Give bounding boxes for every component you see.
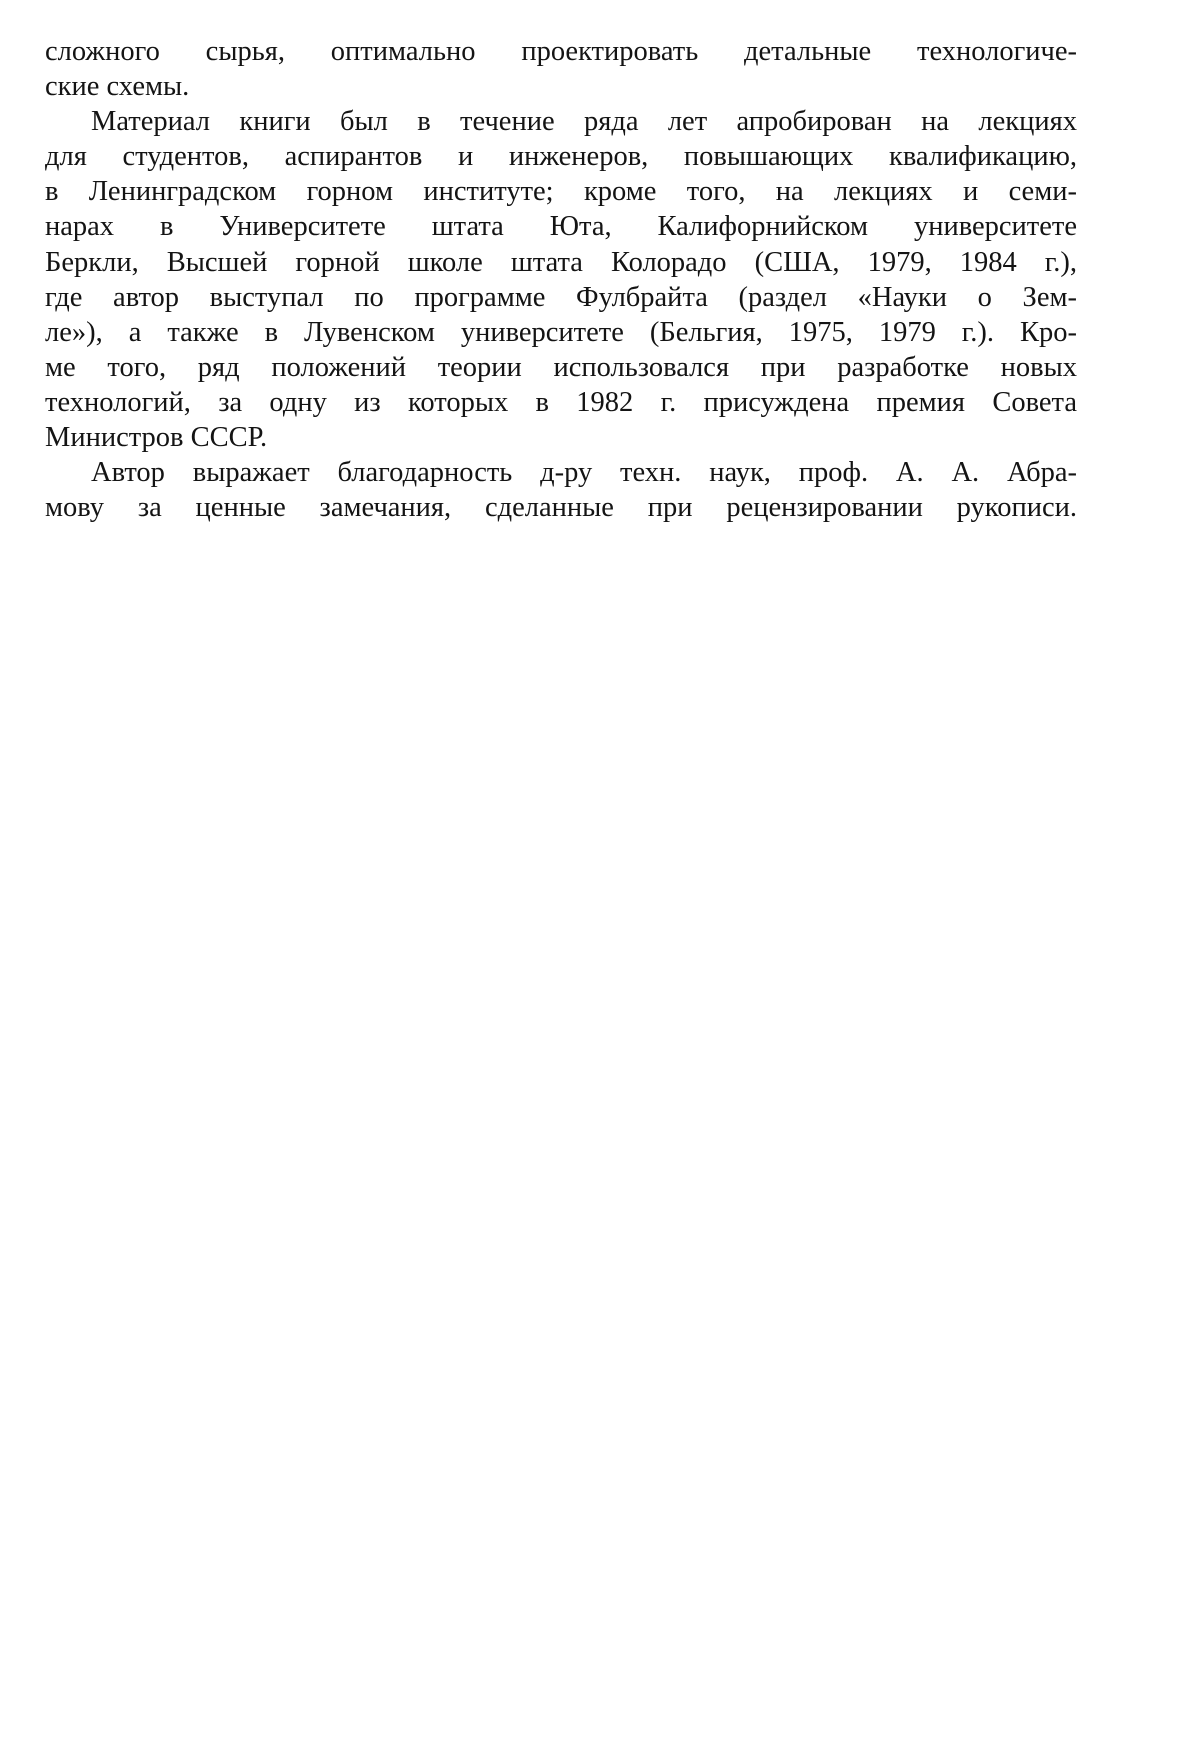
text-line: для студентов, аспирантов и инженеров, повышающих квалификацию, (45, 141, 1077, 173)
text-line: Министров СССР. (45, 422, 268, 454)
text-line: Материал книги был в течение ряда лет апробирован на лекциях (91, 106, 1077, 138)
text-line: ме того, ряд положений теории использовался при разработке новых (45, 351, 1077, 383)
paragraph-intro-continuation (45, 34, 1077, 104)
text-line: ские схемы. (45, 71, 190, 103)
paragraph-approbation (45, 104, 1077, 455)
text-line: нарах в Университете штата Юта, Калифорнийском университете (45, 211, 1077, 243)
paragraph-acknowledgement (45, 455, 1077, 525)
text-line: ле»), а также в Лувенском университете (Бельгия, 1975, 1979 г.). Кро- (45, 316, 1077, 348)
text-line: Беркли, Высшей горной школе штата Колорадо (США, 1979, 1984 г.), (45, 246, 1077, 278)
text-line: в Ленинградском горном институте; кроме того, на лекциях и семи- (45, 176, 1077, 208)
text-line: Автор выражает благодарность д-ру техн. наук, проф. А. А. Абра- (91, 457, 1077, 489)
text-line: где автор выступал по программе Фулбрайта (раздел «Науки о Зем- (45, 281, 1077, 313)
text-line: технологий, за одну из которых в 1982 г. присуждена премия Совета (45, 386, 1077, 418)
text-line: мову за ценные замечания, сделанные при рецензировании рукописи. (45, 492, 1077, 524)
text-line: сложного сырья, оптимально проектировать детальные технологиче- (45, 36, 1077, 67)
page-text (45, 34, 1077, 525)
